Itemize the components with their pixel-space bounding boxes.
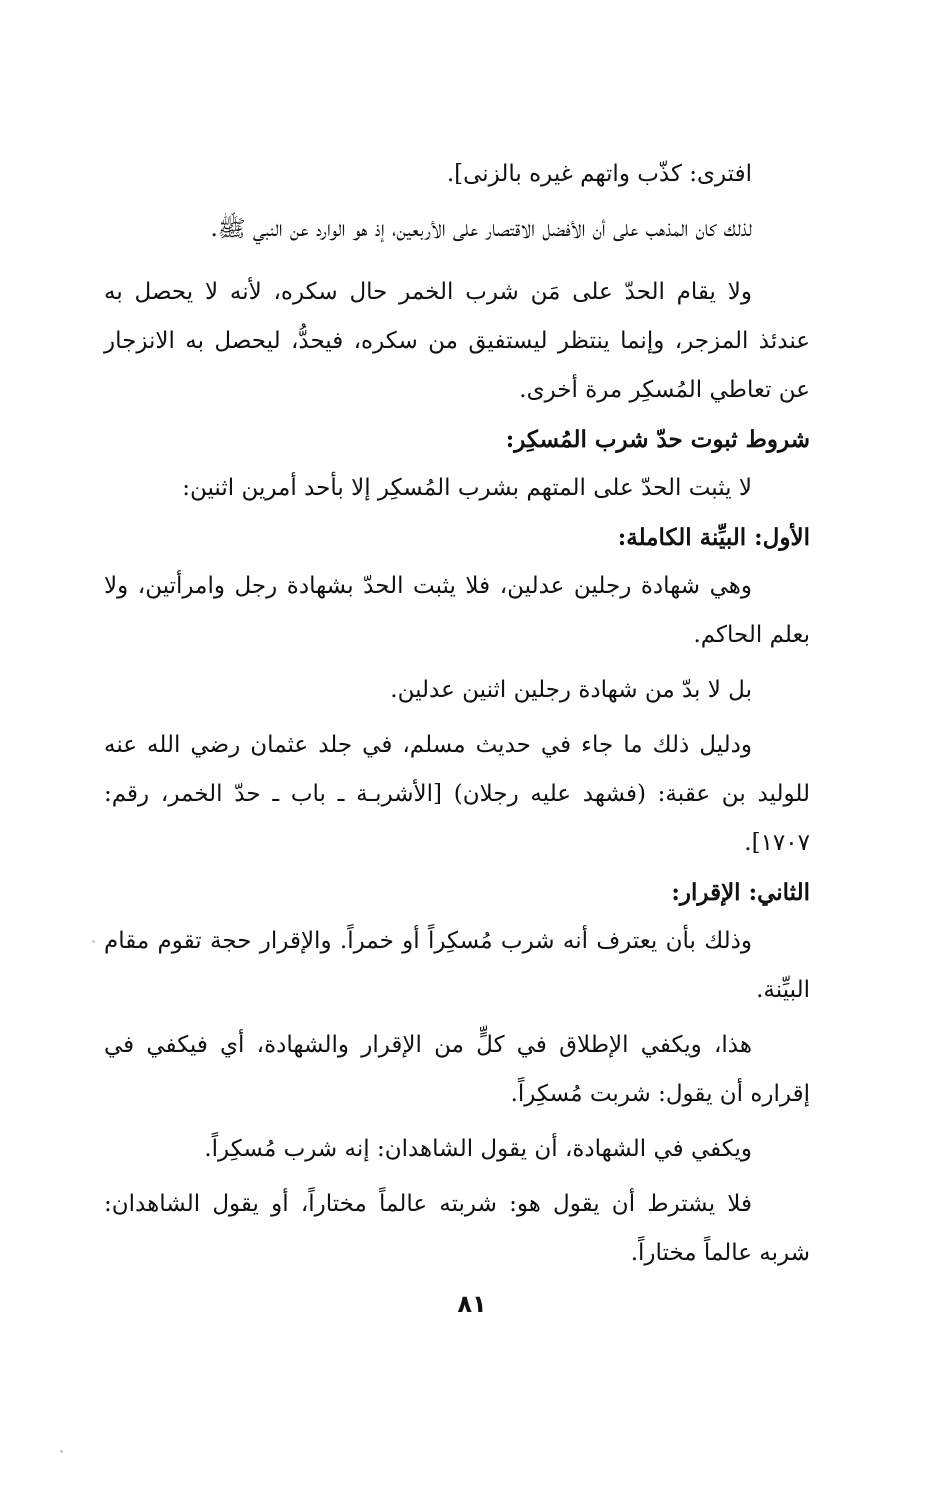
scan-speck-mark: [92, 940, 95, 943]
paragraph-must-two-men: بل لا بدّ من شهادة رجلين اثنين عدلين.: [390, 677, 752, 703]
paragraph-intoxication-delay: ولا يقام الحدّ على مَن شرب الخمر حال سكره، لأنه لا يحصل به عندئذ المزجر، وإنما ينتظر ليستفيق من سكره، فيحدُّ، ليحصل به الانزجار عن تعاطي المُسكِر مرة أخرى.: [104, 279, 810, 403]
heading-second-confession: الثاني: الإقرار:: [671, 879, 810, 906]
paragraph-two-witnesses: وهي شهادة رجلين عدلين، فلا يثبت الحدّ بشهادة رجل وامرأتين، ولا بعلم الحاكم.: [104, 573, 810, 648]
paragraph-not-required: فلا يشترط أن يقول هو: شربته عالماً مختاراً، أو يقول الشاهدان: شربه عالماً مختاراً.: [104, 1191, 810, 1266]
page-body-text: [104, 150, 810, 1278]
heading-first-evidence: الأول: البيِّنة الكاملة:: [617, 524, 810, 551]
paragraph-conditions-intro: لا يثبت الحدّ على المتهم بشرب المُسكِر إلا بأحد أمرين اثنين:: [182, 475, 752, 501]
paragraph-confession-definition: وذلك بأن يعترف أنه شرب مُسكِراً أو خمراً. والإقرار حجة تقوم مقام البيِّنة.: [104, 928, 810, 1003]
paragraph-general-statement: هذا، ويكفي الإطلاق في كلٍّ من الإقرار والشهادة، أي فيكفي في إقراره أن يقول: شربت مُسكِراً.: [104, 1032, 810, 1107]
heading-conditions: شروط ثبوت حدّ شرب المُسكِر:: [505, 426, 810, 453]
paragraph-muslim-hadith: ودليل ذلك ما جاء في حديث مسلم، في جلد عثمان رضي الله عنه للوليد بن عقبة: (فشهد عليه رجلان) [الأشربـة ـ باب ـ حدّ الخمر، رقم: ١٧٠٧].: [104, 732, 810, 856]
paragraph-forty-lashes: لذلك كان المذهب على أن الأفضل الاقتصار على الأربعين، إذ هو الوارد عن النبي ﷺ.: [210, 216, 752, 242]
paragraph-witness-statement: ويكفي في الشهادة، أن يقول الشاهدان: إنه شرب مُسكِراً.: [204, 1136, 752, 1162]
scan-speck-mark: [60, 1450, 63, 1453]
paragraph-iftara-definition: افترى: كذّب واتهم غيره بالزنى].: [446, 161, 752, 187]
page-number: ٨١: [457, 1290, 487, 1318]
